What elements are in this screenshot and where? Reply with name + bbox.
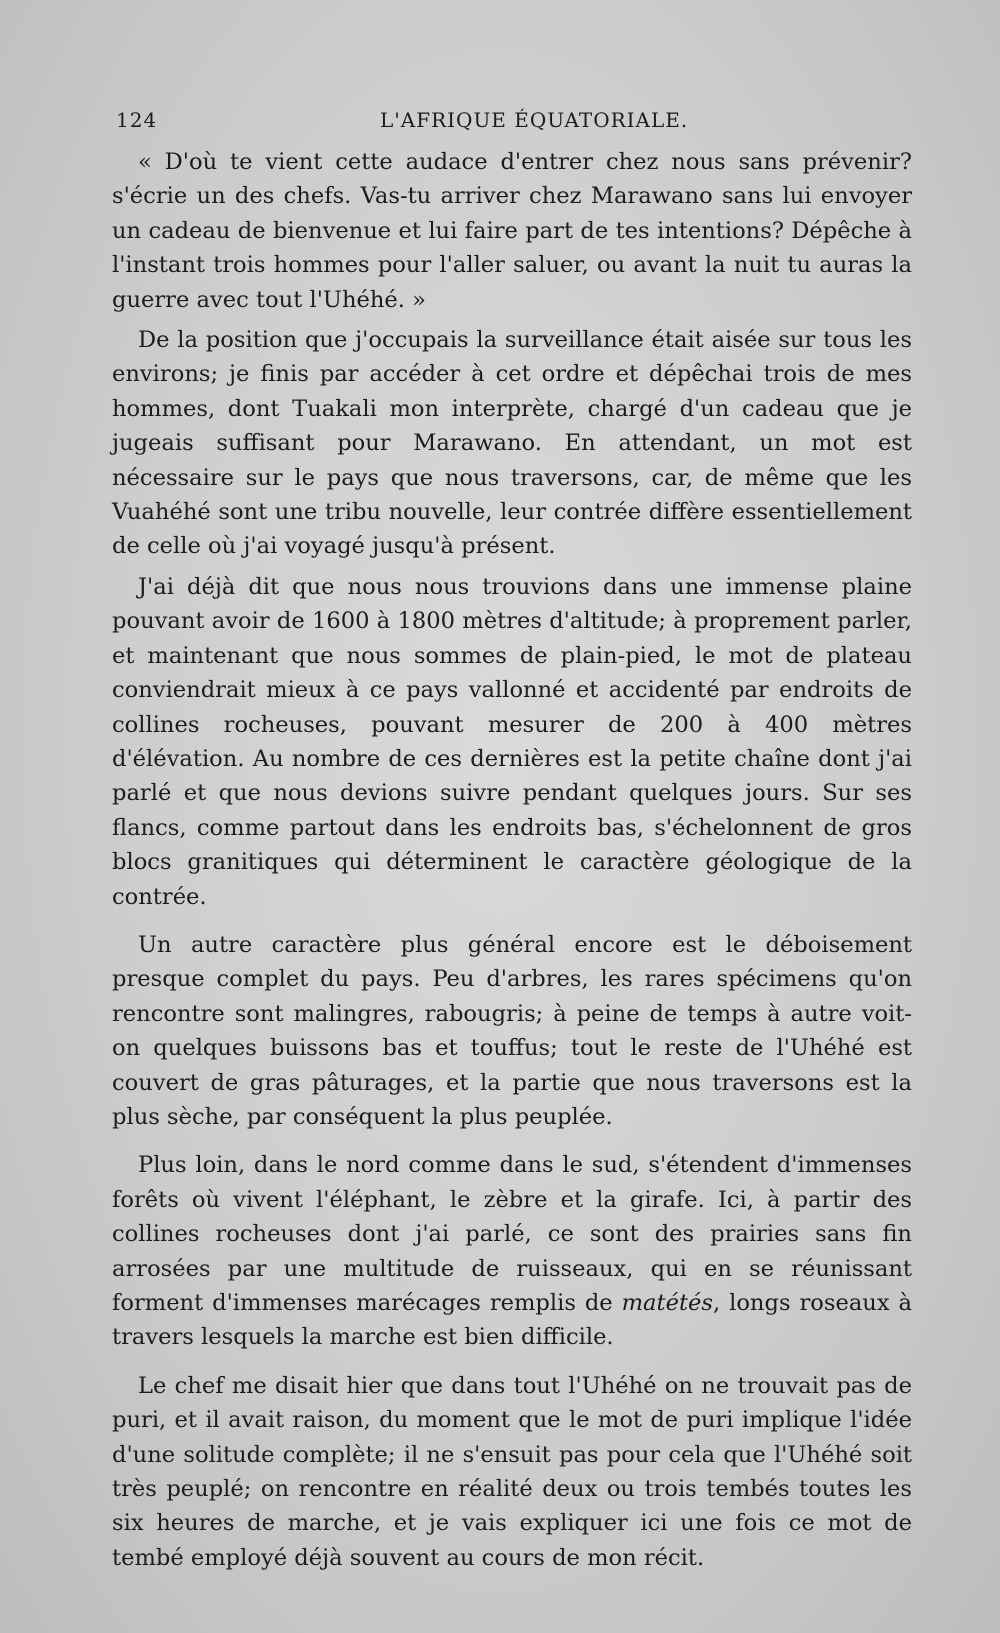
paragraph-5-text-after: , longs roseaux à travers lesquels la marche est bien difficile. <box>112 1290 912 1351</box>
paragraph-3: J'ai déjà dit que nous nous trouvions dans une immense plaine pouvant avoir de 1600 à 1800 mètres d'altitude; à proprement parler, et maintenant que nous sommes de plain-pied, le mot de plateau conviendrait mieux à ce pays vallonné et accidenté par endroits de collines rocheuses, pouvant mesurer de 200 à 400 mètres d'élévation. Au nombre de ces dernières est la petite chaîne dont j'ai parlé et que nous devions suivre pendant quelques jours. Sur ses flancs, comme partout dans les endroits bas, s'échelonnent de gros blocs granitiques qui déterminent le caractère géologique de la contrée. <box>112 573 912 910</box>
running-head <box>116 108 906 136</box>
paragraph-2: De la position que j'occupais la surveillance était aisée sur tous les environs; je finis par accéder à cet ordre et dépêchai trois de mes hommes, dont Tuakali mon interprète, chargé d'un cadeau que je jugeais suffisant pour Marawano. En attendant, un mot est nécessaire sur le pays que nous traversons, car, de même que les Vuahéhé sont une tribu nouvelle, leur contrée diffère essentiellement de celle où j'ai voyagé jusqu'à présent. <box>112 327 912 560</box>
paragraph-5-italic-term: matétés <box>621 1290 713 1316</box>
paragraph-6: Le chef me disait hier que dans tout l'Uhéhé on ne trouvait pas de puri, et il avait raison, du moment que le mot de puri implique l'idée d'une solitude complète; il ne s'ensuit pas pour cela que l'Uhéhé soit très peuplé; on rencontre en réalité deux ou trois tembés toutes les six heures de marche, et je vais expliquer ici une fois ce mot de tembé employé déjà souvent au cours de mon récit. <box>112 1372 912 1571</box>
paragraph-1: « D'où te vient cette audace d'entrer chez nous sans prévenir? s'écrie un des chefs. Vas-tu arriver chez Marawano sans lui envoyer un cadeau de bienvenue et lui faire part de tes intentions? Dépêche à l'instant trois hommes pour l'aller saluer, ou avant la nuit tu auras la guerre avec tout l'Uhéhé. » <box>112 149 912 313</box>
paragraph-5-text-before: Plus loin, dans le nord comme dans le sud, s'étendent d'immenses forêts où vivent l'éléphant, le zèbre et la girafe. Ici, à partir des collines rocheuses dont j'ai parlé, ce sont des prairies sans fin arrosées par une multitude de ruisseaux, qui en se réunissant forment d'immenses marécages remplis de <box>112 1152 912 1316</box>
body-text <box>112 145 912 1575</box>
paragraph-4: Un autre caractère plus général encore est le déboisement presque complet du pays. Peu d'arbres, les rares spécimens qu'on rencontre sont malingres, rabougris; à peine de temps à autre voit-on quelques buissons bas et touffus; tout le reste de l'Uhéhé est couvert de gras pâturages, et la partie que nous traversons est la plus sèche, par conséquent la plus peuplée. <box>112 931 912 1130</box>
page-number: 124 <box>116 108 158 132</box>
paragraph-5 <box>112 1148 912 1354</box>
running-title: L'AFRIQUE ÉQUATORIALE. <box>380 108 689 132</box>
